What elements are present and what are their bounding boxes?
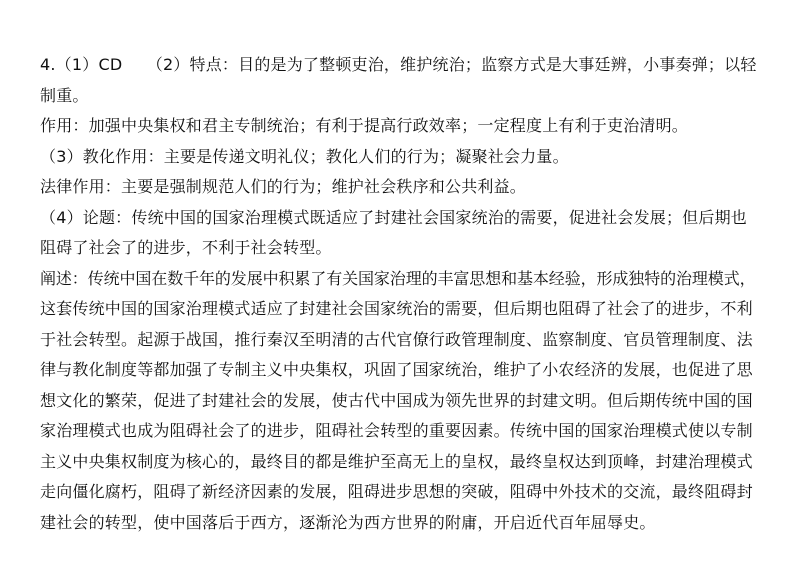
text-line-12: 想文化的繁荣，促进了封建社会的发展，使古代中国成为领先世界的封建文明。但后期传统中国的国 [40, 390, 753, 410]
text-line-7: 阻碍了社会了的进步，不利于社会转型。 [40, 238, 332, 257]
text-line-1: 4.（1）CD （2）特点：目的是为了整顿吏治，维护统治；监察方式是大事廷辨，小事奏弹；以轻 [40, 55, 757, 74]
text-line-4: （3）教化作用：主要是传递文明礼仪；教化人们的行为；凝聚社会力量。 [40, 146, 569, 166]
text-line-16: 建社会的转型，使中国落后于西方，逐渐沦为西方世界的附庸，开启近代百年屈辱史。 [40, 512, 656, 532]
text-line-15: 走向僵化腐朽，阻碍了新经济因素的发展，阻碍进步思想的突破，阻碍中外技术的交流，最终阻碍封 [40, 482, 753, 501]
text-line-14: 主义中央集权制度为核心的，最终目的都是维护至高无上的皇权，最终皇权达到顶峰，封建治理模式 [40, 451, 753, 471]
text-line-6: （4）论题：传统中国的国家治理模式既适应了封建社会国家统治的需要，促进社会发展；但后期也 [40, 207, 747, 227]
text-line-3: 作用：加强中央集权和君主专制统治；有利于提高行政效率；一定程度上有利于吏治清明。 [40, 116, 689, 135]
answer-document [40, 50, 780, 538]
text-line-9: 这套传统中国的国家治理模式适应了封建社会国家统治的需要，但后期也阻碍了社会了的进步，不利 [40, 299, 753, 318]
text-line-13: 家治理模式也成为阻碍社会了的进步，阻碍社会转型的重要因素。传统中国的国家治理模式使以专制 [40, 421, 753, 440]
text-line-10: 于社会转型。起源于战国，推行秦汉至明清的古代官僚行政管理制度、监察制度、官员管理制度、法 [40, 329, 753, 349]
text-line-11: 律与教化制度等都加强了专制主义中央集权，巩固了国家统治，维护了小农经济的发展，也促进了思 [40, 360, 753, 379]
text-line-8: 阐述：传统中国在数千年的发展中积累了有关国家治理的丰富思想和基本经验，形成独特的治理模式， [40, 268, 756, 288]
text-line-2: 制重。 [40, 85, 89, 105]
text-line-5: 法律作用：主要是强制规范人们的行为；维护社会秩序和公共利益。 [40, 177, 527, 196]
